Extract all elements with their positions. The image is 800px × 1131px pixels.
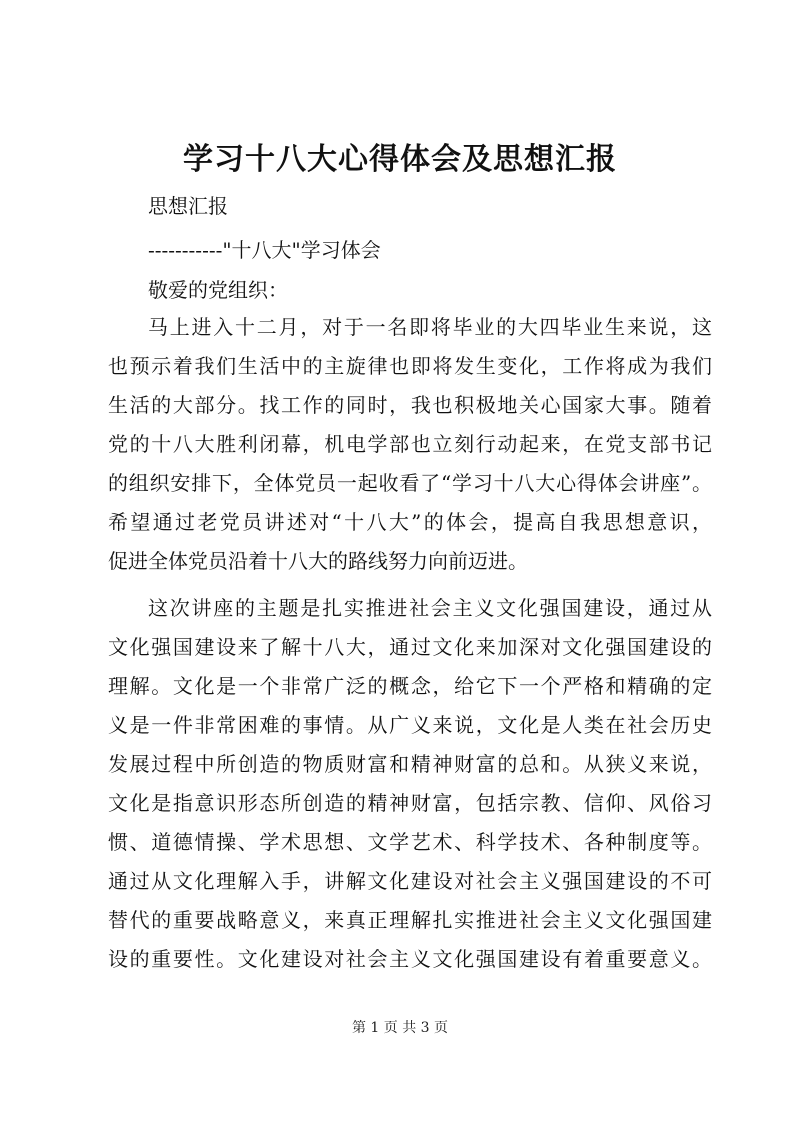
heading-line: 思想汇报	[148, 194, 228, 218]
paragraph-line: 设的重要性。文化建设对社会主义文化强国建设有着重要意义。	[108, 947, 712, 971]
paragraph-line: 通过从文化理解入手，讲解文化建设对社会主义强国建设的不可	[108, 869, 712, 893]
subheading-line: -----------"十八大"学习体会	[148, 238, 381, 262]
document-title: 学习十八大心得体会及思想汇报	[183, 142, 617, 177]
paragraph-line: 替代的重要战略意义，来真正理解扎实推进社会主义文化强国建	[108, 908, 712, 932]
paragraph-line: 也预示着我们生活中的主旋律也即将发生变化，工作将成为我们	[108, 354, 712, 378]
paragraph-line: 生活的大部分。找工作的同时，我也积极地关心国家大事。随着	[108, 393, 712, 417]
paragraph-line: 马上进入十二月，对于一名即将毕业的大四毕业生来说，这	[148, 315, 712, 339]
paragraph-line: 希望通过老党员讲述对“十八大”的体会，提高自我思想意识，	[108, 510, 712, 534]
paragraph-line: 的组织安排下，全体党员一起收看了“学习十八大心得体会讲座”。	[108, 471, 712, 495]
paragraph-line: 文化强国建设来了解十八大，通过文化来加深对文化强国建设的	[108, 635, 712, 659]
paragraph-line: 惯、道德情操、学术思想、文学艺术、科学技术、各种制度等。	[108, 830, 712, 854]
salutation: 敬爱的党组织：	[148, 278, 288, 302]
paragraph-line: 文化是指意识形态所创造的精神财富，包括宗教、信仰、风俗习	[108, 791, 712, 815]
page-footer: 第 1 页 共 3 页	[351, 1020, 449, 1036]
paragraph-line: 理解。文化是一个非常广泛的概念，给它下一个严格和精确的定	[108, 674, 712, 698]
paragraph-line: 发展过程中所创造的物质财富和精神财富的总和。从狭义来说，	[108, 752, 712, 776]
paragraph-line: 义是一件非常困难的事情。从广义来说，文化是人类在社会历史	[108, 713, 712, 737]
paragraph-line: 这次讲座的主题是扎实推进社会主义文化强国建设，通过从	[148, 596, 712, 620]
paragraph-line: 促进全体党员沿着十八大的路线努力向前迈进。	[108, 549, 528, 573]
paragraph-line: 党的十八大胜利闭幕，机电学部也立刻行动起来，在党支部书记	[108, 432, 712, 456]
